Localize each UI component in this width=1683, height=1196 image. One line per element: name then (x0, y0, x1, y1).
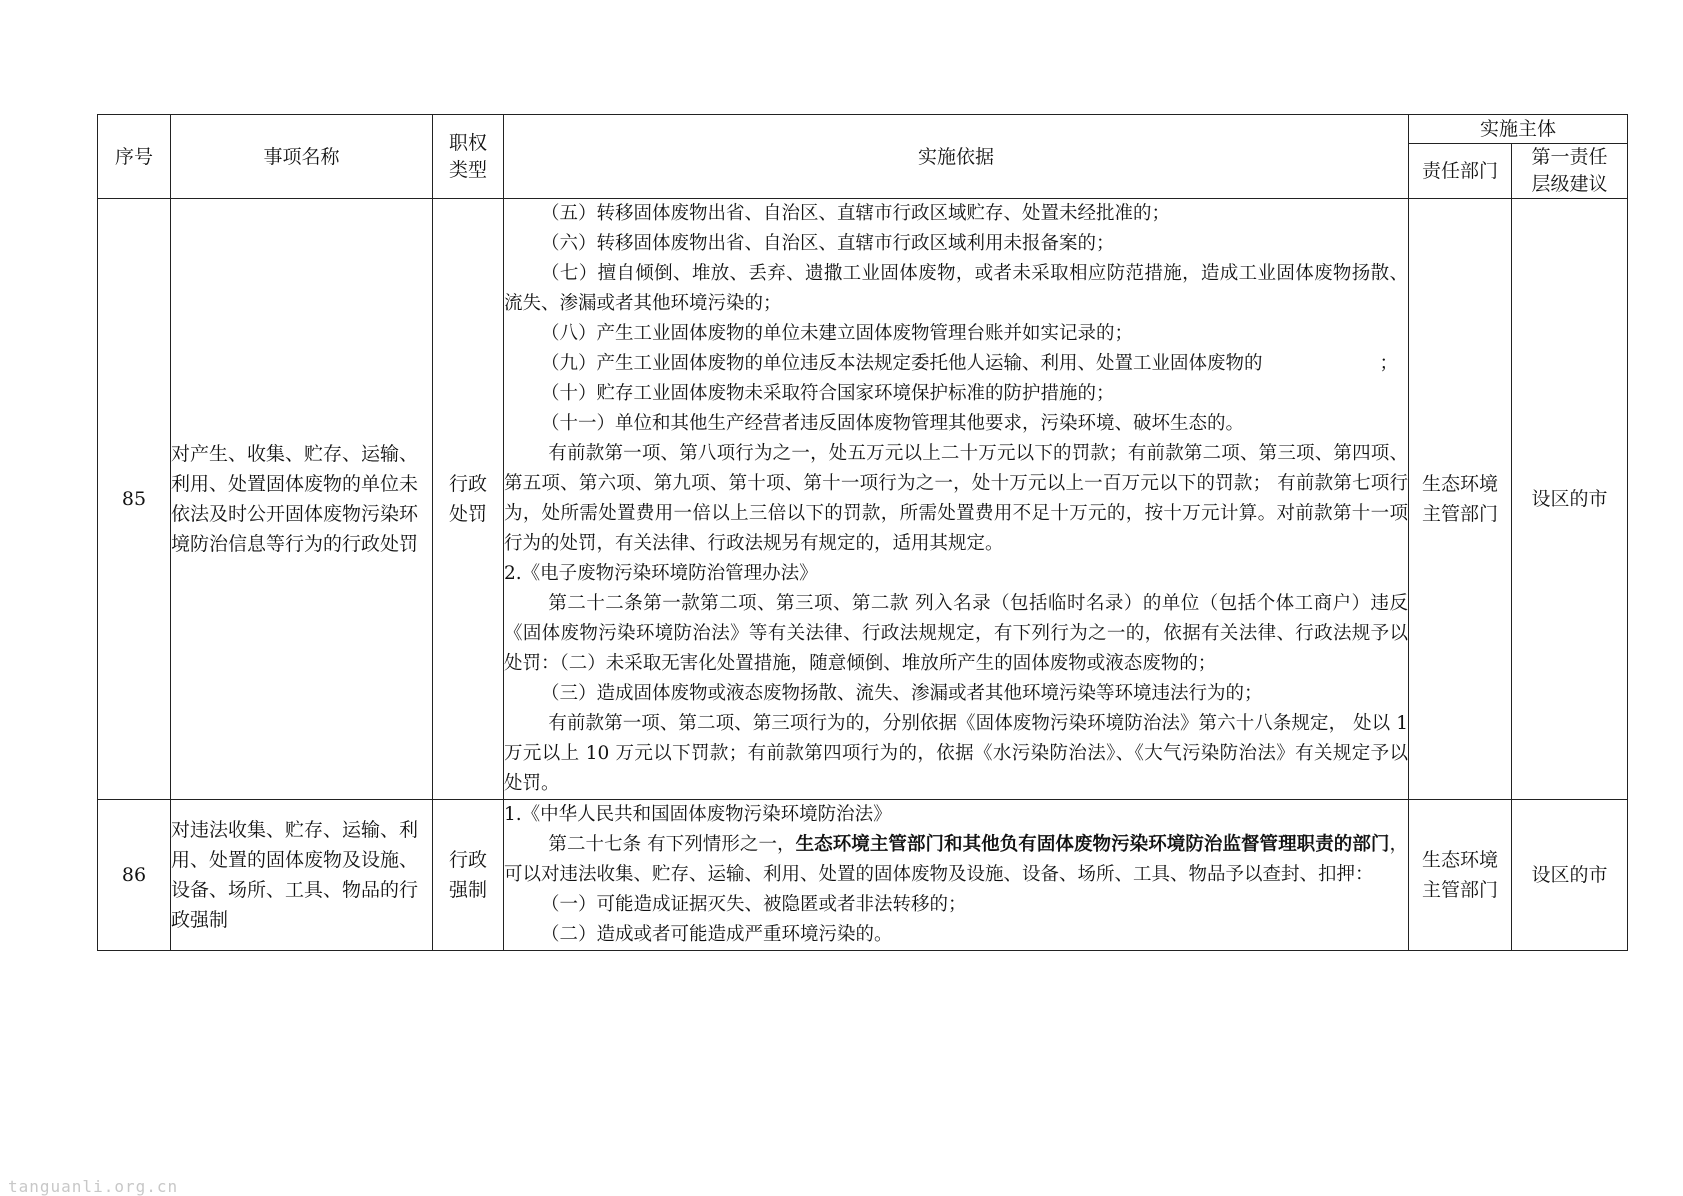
header-seq: 序号 (98, 115, 171, 199)
basis-paragraph: （五）转移固体废物出省、自治区、直辖市行政区域贮存、处置未经批准的； (541, 203, 1171, 224)
row-type-line2: 强制 (448, 879, 487, 901)
enforcement-items-table (97, 114, 1628, 951)
basis-paragraph: （九）产生工业固体废物的单位违反本法规定委托他人运输、利用、处置工业固体废物的 (541, 353, 1263, 374)
row-seq: 86 (98, 800, 171, 951)
header-authority-type (433, 115, 504, 199)
table-row (98, 199, 1628, 800)
basis-text: 第二十七条 有下列情形之一， (548, 834, 796, 855)
row-type-line1: 行政 (448, 849, 487, 871)
basis-paragraph: 第二十二条第一款第二项、第三项、第二款 列入名录（包括临时名录）的单位（包括个体工商户）违反《固体废物污染环境防治法》等有关法律、行政法规规定，有下列行为之一的，依据有关法律、行政法规予以处罚：（二）未采取无害化处置措施，随意倾倒、堆放所产生的固体废物或液态废物的； (504, 593, 1408, 674)
row-level: 设区的市 (1512, 800, 1628, 951)
table-row (98, 800, 1628, 951)
row-type-line2: 处罚 (448, 503, 487, 525)
header-level (1512, 144, 1628, 199)
row-responsible-dept (1409, 800, 1512, 951)
basis-paragraph: （十一）单位和其他生产经营者违反固体废物管理其他要求，污染环境、破坏生态的。 (541, 413, 1245, 434)
basis-paragraph: （一）可能造成证据灭失、被隐匿或者非法转移的； (541, 894, 967, 915)
basis-paragraph: （六）转移固体废物出省、自治区、直辖市行政区域利用未报备案的； (541, 233, 1115, 254)
header-item-name: 事项名称 (171, 115, 433, 199)
row-responsible-dept (1409, 199, 1512, 800)
row-dept-line2: 主管部门 (1421, 879, 1498, 901)
row-basis (504, 199, 1409, 800)
basis-text: ，可以对违法收集、贮存、运输、利用、处置的固体废物及设施、设备、场所、工具、物品予以查封、扣押： (504, 834, 1408, 885)
row-authority-type (433, 800, 504, 951)
basis-paragraph: 有前款第一项、第八项行为之一，处五万元以上二十万元以下的罚款；有前款第二项、第三项、第四项、第五项、第六项、第九项、第十项、第十一项行为之一，处十万元以上一百万元以下的罚款； 有前款第七项行为，处所需处置费用一倍以上三倍以下的罚款，所需处置费用不足十万元的，按十万元计算。对前款第十一项行为的处罚，有关法律、行政法规另有规定的，适用其规定。 (504, 443, 1408, 554)
row-basis (504, 800, 1409, 951)
site-watermark: tanguanli.org.cn (8, 1177, 179, 1196)
basis-paragraph: （七）擅自倾倒、堆放、丢弃、遗撒工业固体废物，或者未采取相应防范措施，造成工业固体废物扬散、流失、渗漏或者其他环境污染的； (504, 263, 1408, 314)
row-level: 设区的市 (1512, 199, 1628, 800)
row-type-line1: 行政 (448, 473, 487, 495)
header-subject: 实施主体 (1409, 115, 1628, 144)
basis-paragraph: （八）产生工业固体废物的单位未建立固体废物管理台账并如实记录的； (541, 323, 1134, 344)
header-type-line2: 类型 (448, 158, 487, 181)
basis-paragraph: 有前款第一项、第二项、第三项行为的，分别依据《固体废物污染环境防治法》第六十八条规定， 处以 1 万元以上 10 万元以下罚款；有前款第四项行为的，依据《水污染防治法》、《大气污染防治法》有关规定予以处罚。 (504, 713, 1408, 794)
basis-paragraph: （十）贮存工业固体废物未采取符合国家环境保护标准的防护措施的； (541, 383, 1115, 404)
row-authority-type (433, 199, 504, 800)
basis-paragraph: （二）造成或者可能造成严重环境污染的。 (541, 924, 893, 945)
row-dept-line1: 生态环境 (1421, 473, 1498, 495)
basis-paragraph: （三）造成固体废物或液态废物扬散、流失、渗漏或者其他环境污染等环境违法行为的； (541, 683, 1263, 704)
basis-bold-text: 生态环境主管部门和其他负有固体废物污染环境防治监督管理职责的部门 (795, 834, 1390, 855)
row-seq: 85 (98, 199, 171, 800)
row-item-name: 对产生、收集、贮存、运输、利用、处置固体废物的单位未依法及时公开固体废物污染环境防治信息等行为的行政处罚 (171, 199, 433, 800)
header-basis: 实施依据 (504, 115, 1409, 199)
basis-law-title: 2.《电子废物污染环境防治管理办法》 (504, 563, 818, 584)
basis-paragraph (504, 830, 1408, 890)
row-dept-line2: 主管部门 (1421, 503, 1498, 525)
header-type-line1: 职权 (448, 131, 487, 154)
basis-law-title: 1.《中华人民共和国固体废物污染环境防治法》 (504, 804, 892, 825)
header-responsible-dept: 责任部门 (1409, 144, 1512, 199)
basis-semicolon: ； (1379, 353, 1398, 374)
row-dept-line1: 生态环境 (1421, 849, 1498, 871)
header-level-line1: 第一责任 (1531, 146, 1608, 168)
row-item-name: 对违法收集、贮存、运输、利用、处置的固体废物及设施、设备、场所、工具、物品的行政强制 (171, 800, 433, 951)
header-level-line2: 层级建议 (1531, 173, 1608, 195)
